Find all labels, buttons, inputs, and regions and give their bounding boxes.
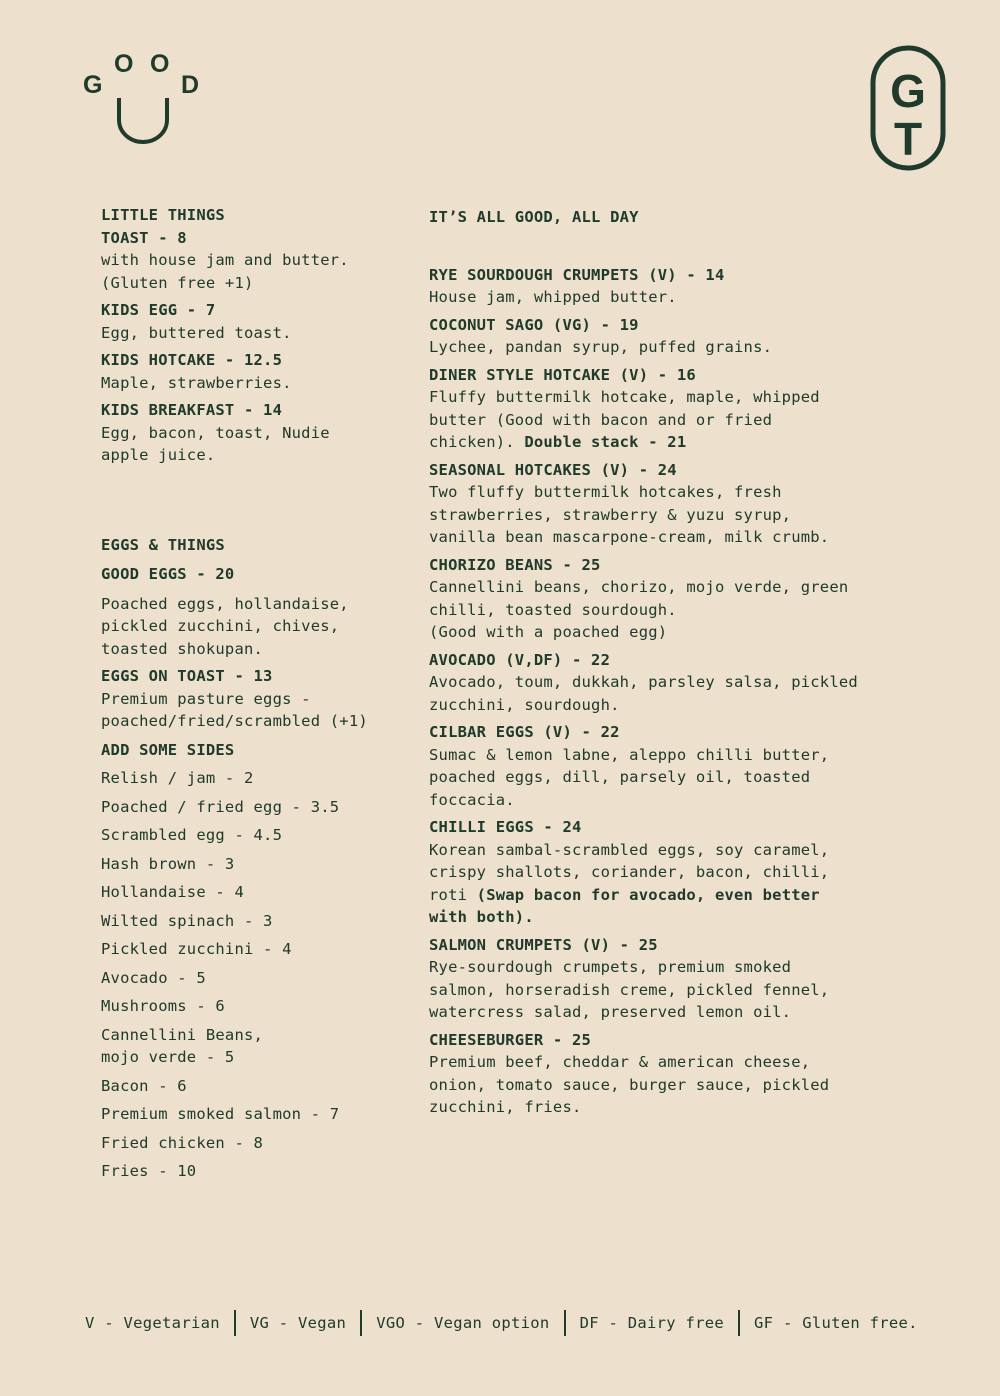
menu-item <box>101 563 401 660</box>
logo-letter-d: D <box>181 71 200 99</box>
side-item: Poached / fried egg - 3.5 <box>101 797 340 816</box>
menu-item <box>101 299 401 344</box>
side-item: Scrambled egg - 4.5 <box>101 826 283 844</box>
legend-divider <box>360 1310 362 1336</box>
item-desc-text: Fluffy buttermilk hotcake, maple, whipped butter (Good with bacon and or fried chicken). <box>429 388 820 451</box>
item-desc: Egg, bacon, toast, Nudie apple juice. <box>101 423 330 464</box>
item-name: KIDS HOTCAKE - 12.5 <box>101 351 283 369</box>
side-item: Avocado - 5 <box>101 968 206 987</box>
dietary-legend <box>85 1308 965 1338</box>
menu-item <box>429 364 949 454</box>
logo-letter-o1: O <box>114 50 134 78</box>
item-desc-text: Korean sambal-scrambled eggs, soy caramel, crispy shallots, coriander, bacon, chilli, roti <box>429 840 830 904</box>
gt-logo <box>870 45 946 171</box>
legend-item: VG - Vegan <box>249 1314 347 1332</box>
logo-letter-t: T <box>893 113 923 165</box>
item-desc: Rye-sourdough crumpets, premium smoked salmon, horseradish creme, pickled fennel, watercress salad, preserved lemon oil. <box>429 958 830 1021</box>
legend-item: DF - Dairy free <box>579 1314 725 1332</box>
item-desc: Maple, strawberries. <box>101 373 292 392</box>
item-name: CHILLI EGGS - 24 <box>429 818 582 836</box>
menu-item <box>101 665 401 733</box>
section-title-eggs-things: EGGS & THINGS <box>101 535 225 554</box>
menu-item <box>429 264 949 309</box>
item-name: CILBAR EGGS (V) - 22 <box>429 723 620 741</box>
item-desc: with house jam and butter. (Gluten free +1) <box>101 251 349 292</box>
menu-item <box>101 349 401 394</box>
side-item: Pickled zucchini - 4 <box>101 940 292 958</box>
menu-item <box>429 459 949 549</box>
item-desc: Two fluffy buttermilk hotcakes, fresh strawberries, strawberry & yuzu syrup, vanilla bean mascarpone-cream, milk crumb. <box>429 483 830 546</box>
item-desc: Poached eggs, hollandaise, pickled zucchini, chives, toasted shokupan. <box>101 594 349 658</box>
item-desc: Cannellini beans, chorizo, mojo verde, green chilli, toasted sourdough. (Good with a poached egg) <box>429 578 849 641</box>
menu-item <box>429 721 949 811</box>
left-column <box>101 204 401 1183</box>
legend-divider <box>738 1310 740 1336</box>
sides-list <box>101 767 401 1183</box>
item-desc: Premium pasture eggs - poached/fried/scrambled (+1) <box>101 689 368 730</box>
item-name: CHORIZO BEANS - 25 <box>429 555 601 574</box>
item-name: TOAST - 8 <box>101 228 187 247</box>
item-name: COCONUT SAGO (VG) - 19 <box>429 315 639 334</box>
menu-item <box>101 399 401 467</box>
side-item: Mushrooms - 6 <box>101 997 225 1015</box>
item-desc-bold: Double stack - 21 <box>524 433 687 451</box>
side-item: Wilted spinach - 3 <box>101 911 273 930</box>
item-name: KIDS EGG - 7 <box>101 301 216 319</box>
item-desc-bold: (Swap bacon for avocado, even better with both). <box>429 885 820 926</box>
legend-item: VGO - Vegan option <box>376 1314 550 1332</box>
good-logo <box>80 48 210 148</box>
item-desc: House jam, whipped butter. <box>429 288 677 306</box>
section-title-sides: ADD SOME SIDES <box>101 740 235 759</box>
side-item: Fries - 10 <box>101 1162 197 1180</box>
legend-divider <box>234 1310 236 1336</box>
item-desc: Lychee, pandan syrup, puffed grains. <box>429 338 773 356</box>
section-title-little-things: LITTLE THINGS <box>101 206 225 224</box>
item-name: AVOCADO (V,DF) - 22 <box>429 650 611 669</box>
right-column <box>429 206 949 1124</box>
menu-item <box>429 314 949 359</box>
menu-item <box>101 227 401 295</box>
side-item: Fried chicken - 8 <box>101 1133 264 1152</box>
item-name: GOOD EGGS - 20 <box>101 565 235 583</box>
item-desc <box>429 386 949 454</box>
section-spacer <box>101 472 401 534</box>
legend-divider <box>564 1310 566 1336</box>
menu-item <box>429 934 949 1024</box>
menu-item <box>429 1029 949 1119</box>
item-desc: Sumac & lemon labne, aleppo chilli butter, poached eggs, dill, parsely oil, toasted foccacia. <box>429 745 830 809</box>
item-name: EGGS ON TOAST - 13 <box>101 667 273 685</box>
legend-item: V - Vegetarian <box>85 1314 220 1332</box>
item-desc: Avocado, toum, dukkah, parsley salsa, pickled zucchini, sourdough. <box>429 673 858 714</box>
menu-item <box>429 816 949 929</box>
side-item: Bacon - 6 <box>101 1076 187 1095</box>
item-name: RYE SOURDOUGH CRUMPETS (V) - 14 <box>429 265 725 284</box>
menu-item <box>429 554 949 644</box>
item-desc: Egg, buttered toast. <box>101 323 292 342</box>
logo-letter-g2: G <box>890 65 926 117</box>
side-item: Cannellini Beans, mojo verde - 5 <box>101 1025 264 1066</box>
menu-item <box>429 649 949 717</box>
side-item: Relish / jam - 2 <box>101 769 254 787</box>
item-desc <box>429 839 949 929</box>
logo-letter-g: G <box>83 71 103 99</box>
item-name: DINER STYLE HOTCAKE (V) - 16 <box>429 365 696 384</box>
side-item: Hash brown - 3 <box>101 854 235 873</box>
item-name: SALMON CRUMPETS (V) - 25 <box>429 935 658 954</box>
legend-item: GF - Gluten free. <box>754 1314 918 1332</box>
item-name: CHEESEBURGER - 25 <box>429 1030 592 1049</box>
item-name: KIDS BREAKFAST - 14 <box>101 401 283 419</box>
side-item: Premium smoked salmon - 7 <box>101 1105 340 1123</box>
logo-letter-o2: O <box>150 50 170 78</box>
item-desc: Premium beef, cheddar & american cheese, onion, tomato sauce, burger sauce, pickled zucchini, fries. <box>429 1053 830 1116</box>
section-title-all-day: IT’S ALL GOOD, ALL DAY <box>429 208 639 226</box>
item-name: SEASONAL HOTCAKES (V) - 24 <box>429 460 677 479</box>
side-item: Hollandaise - 4 <box>101 883 244 901</box>
